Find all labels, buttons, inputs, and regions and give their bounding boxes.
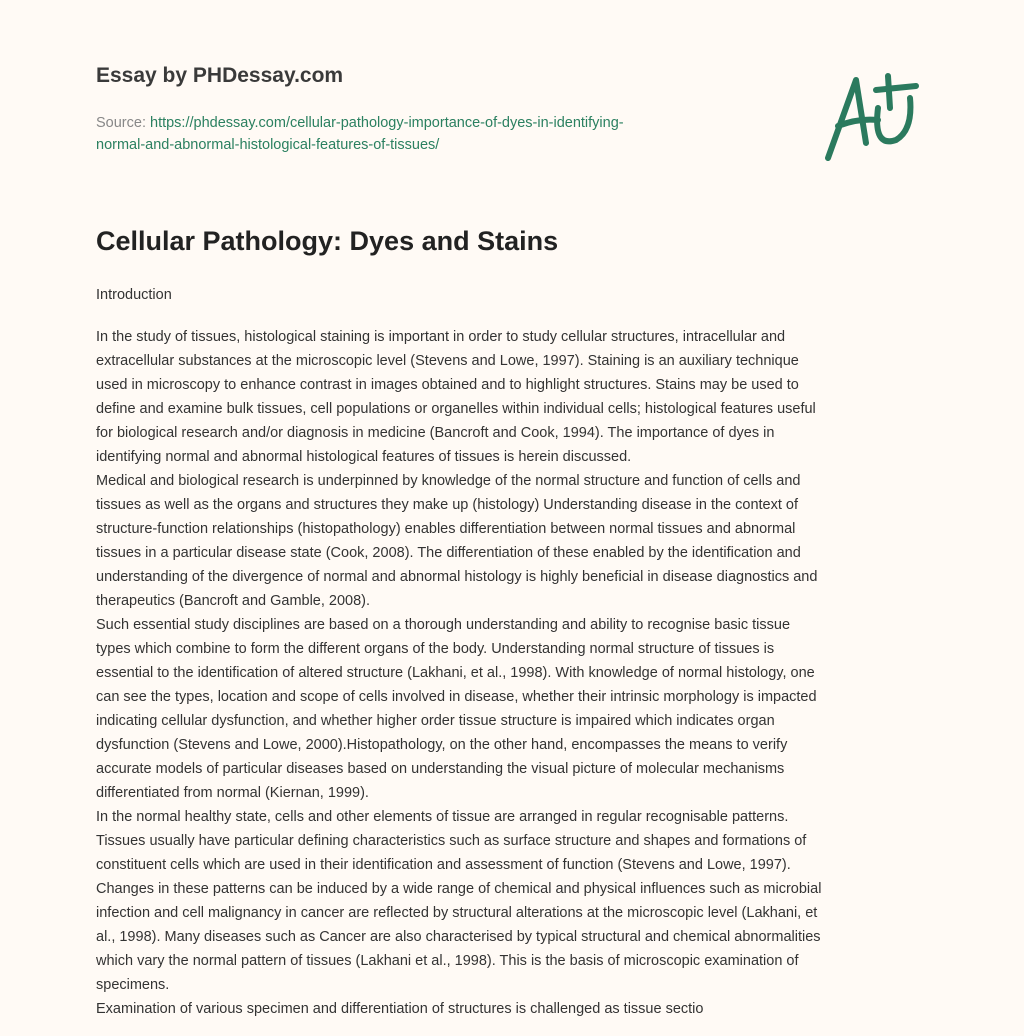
essay-line: al., 1998). Many diseases such as Cancer are also characterised by typical structural and chemical abnormalities bbox=[96, 929, 821, 945]
essay-line: define and examine bulk tissues, cell populations or organelles within individual cells; histological features useful bbox=[96, 401, 816, 417]
essay-line: Medical and biological research is underpinned by knowledge of the normal structure and function of cells and bbox=[96, 473, 801, 489]
essay-line: which vary the normal pattern of tissues (Lakhani et al., 1998). This is the basis of microscopic examination of bbox=[96, 953, 799, 969]
essay-line: Tissues usually have particular defining characteristics such as surface structure and shapes and formations of bbox=[96, 833, 807, 849]
essay-line: understanding of the divergence of normal and abnormal histology is highly beneficial in disease diagnostics and bbox=[96, 569, 818, 585]
essay-line: Such essential study disciplines are based on a thorough understanding and ability to recognise basic tissue bbox=[96, 617, 791, 633]
page-title: Cellular Pathology: Dyes and Stains bbox=[96, 226, 559, 256]
essay-line: dysfunction (Stevens and Lowe, 2000).Histopathology, on the other hand, encompasses the means to verify bbox=[96, 737, 788, 753]
essay-line: tissues as well as the organs and structures they make up (histology) Understanding disease in the context of bbox=[96, 497, 799, 513]
source-label: Source: bbox=[96, 115, 150, 131]
section-heading: Introduction bbox=[96, 287, 172, 303]
essay-line: accurate models of particular diseases based on understanding the visual picture of molecular mechanisms bbox=[96, 761, 785, 777]
essay-line: Examination of various specimen and differentiation of structures is challenged as tissue sectio bbox=[96, 1001, 704, 1017]
essay-line: differentiated from normal (Kiernan, 1999). bbox=[96, 785, 369, 801]
essay-line: types which combine to form the different organs of the body. Understanding normal structure of tissues is bbox=[96, 641, 775, 657]
essay-line: therapeutics (Bancroft and Gamble, 2008). bbox=[96, 593, 371, 609]
site-brand: Essay by PHDessay.com bbox=[96, 64, 344, 87]
essay-line: can see the types, location and scope of cells involved in disease, whether their intrinsic morphology is impacted bbox=[96, 689, 817, 705]
essay-line: identifying normal and abnormal histological features of tissues is herein discussed. bbox=[96, 449, 632, 465]
essay-line: structure-function relationships (histopathology) enables differentiation between normal tissues and abnormal bbox=[96, 521, 796, 537]
essay-line: essential to the identification of altered structure (Lakhani, et al., 1998). With knowledge of normal histology, one bbox=[96, 665, 815, 681]
source-block bbox=[96, 112, 624, 156]
essay-line: for biological research and/or diagnosis in medicine (Bancroft and Cook, 1994). The importance of dyes in bbox=[96, 425, 775, 441]
essay-line: used in microscopy to enhance contrast in images obtained and to highlight structures. Stains may be used to bbox=[96, 377, 799, 393]
essay-line: tissues in a particular disease state (Cook, 2008). The differentiation of these enabled by the identification and bbox=[96, 545, 801, 561]
source-link[interactable]: https://phdessay.com/cellular-pathology-importance-of-dyes-in-identifying- normal-and-abnormal-histological-features-of-tissues/ bbox=[96, 115, 624, 153]
a-plus-logo-icon bbox=[818, 68, 928, 173]
essay-line: extracellular substances at the microscopic level (Stevens and Lowe, 1997). Staining is an auxiliary technique bbox=[96, 353, 799, 369]
essay-line: Changes in these patterns can be induced by a wide range of chemical and physical influences such as microbial bbox=[96, 881, 822, 897]
essay-line: In the normal healthy state, cells and other elements of tissue are arranged in regular recognisable patterns. bbox=[96, 809, 789, 825]
essay-line: specimens. bbox=[96, 977, 170, 993]
essay-line: In the study of tissues, histological staining is important in order to study cellular structures, intracellular and bbox=[96, 329, 786, 345]
essay-line: indicating cellular dysfunction, and whether higher order tissue structure is impaired which indicates organ bbox=[96, 713, 775, 729]
essay-line: infection and cell malignancy in cancer are reflected by structural alterations at the microscopic level (Lakhani, et bbox=[96, 905, 818, 921]
essay-body bbox=[96, 325, 821, 1021]
essay-line: constituent cells which are used in their identification and assessment of function (Stevens and Lowe, 1997). bbox=[96, 857, 791, 873]
